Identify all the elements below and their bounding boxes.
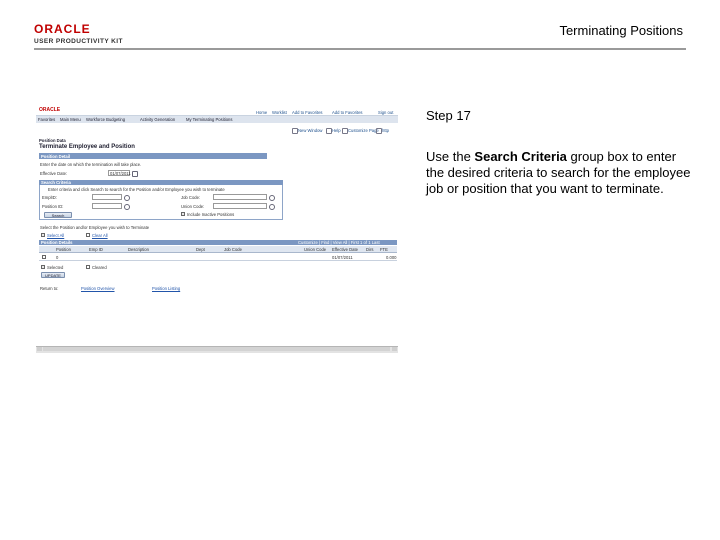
page-title: Terminate Employee and Position xyxy=(39,144,135,150)
toolbar-customize[interactable]: Customize Page xyxy=(348,128,379,133)
menu-activity-generation[interactable]: Activity Generation xyxy=(140,117,176,122)
scroll-left-arrow-icon[interactable] xyxy=(37,347,42,351)
app-logo: ORACLE xyxy=(39,107,61,113)
cleared-legend-checkbox xyxy=(86,265,90,269)
selected-legend-label: Selected xyxy=(47,265,64,270)
job-code-lookup-icon[interactable] xyxy=(269,195,275,201)
selected-legend-checkbox xyxy=(41,265,45,269)
section-header xyxy=(39,153,267,159)
instruction-text-end: group box to enter the desired criteria to search for the employee job or position that you want to terminate. xyxy=(426,149,691,196)
job-code-input[interactable] xyxy=(213,194,267,200)
col-dept[interactable]: Dept xyxy=(196,247,205,252)
include-inactive-label: Include Inactive Positions xyxy=(187,212,235,217)
search-criteria-header xyxy=(39,180,283,185)
col-job-code[interactable]: Job Code xyxy=(224,247,242,252)
col-dirs[interactable]: Dirs xyxy=(366,247,374,252)
global-nav-home[interactable]: Home xyxy=(256,110,268,115)
menu-my-terminating-positions[interactable]: My Terminating Positions xyxy=(186,117,233,122)
return-position-overview-link[interactable]: Position Overview xyxy=(81,286,115,291)
search-criteria-box xyxy=(39,180,283,220)
row-position: 0 xyxy=(56,255,59,260)
step-instruction xyxy=(426,149,696,197)
effective-date-label: Effective Date: xyxy=(40,171,68,176)
select-hint: Select the Position and/or Employee you wish to Terminate xyxy=(40,225,150,230)
col-emp-id[interactable]: Emp ID xyxy=(89,247,103,252)
col-fte[interactable]: FTE xyxy=(380,247,388,252)
upk-logo-subtitle: USER PRODUCTIVITY KIT xyxy=(34,38,123,45)
scrollbar-thumb[interactable] xyxy=(43,347,390,351)
menu-workforce-budgeting[interactable]: Workforce Budgeting xyxy=(86,117,126,122)
toolbar-http[interactable]: http xyxy=(382,128,389,133)
emplid-input[interactable] xyxy=(92,194,122,200)
menu-favorites[interactable]: Favorites xyxy=(38,117,56,122)
cleared-legend-label: Cleared xyxy=(92,265,107,270)
job-code-label: Job Code: xyxy=(181,195,201,200)
slide-title: Terminating Positions xyxy=(559,23,683,38)
grid-navigation[interactable]: Customize | Find | View All | First 1 of 1 Last xyxy=(298,240,380,245)
toolbar-help[interactable]: Help xyxy=(332,128,341,133)
header-divider xyxy=(34,48,686,50)
position-id-input[interactable] xyxy=(92,203,122,209)
return-label: Return to: xyxy=(40,286,59,291)
global-nav-worklist[interactable]: Worklist xyxy=(272,110,287,115)
search-hint: Enter criteria and click Search to search for the Position and/or Employee you wish to terminate xyxy=(48,187,225,192)
search-criteria-title: Search Criteria xyxy=(41,180,71,185)
col-description[interactable]: Description xyxy=(128,247,149,252)
row-effective-date: 01/07/2011 xyxy=(332,255,353,260)
col-union-code[interactable]: Union Code xyxy=(304,247,327,252)
global-nav-signout[interactable]: Sign out xyxy=(378,110,394,115)
row-select-checkbox[interactable] xyxy=(42,255,46,259)
col-effective-date[interactable]: Effective Date xyxy=(332,247,358,252)
emplid-lookup-icon[interactable] xyxy=(124,195,130,201)
grid-title: Position Details xyxy=(41,240,73,245)
emplid-label: EmplID: xyxy=(42,195,57,200)
global-nav-favorites-1[interactable]: Add to Favorites xyxy=(292,110,323,115)
step-label: Step 17 xyxy=(426,108,471,123)
position-id-lookup-icon[interactable] xyxy=(124,204,130,210)
position-id-label: Position ID: xyxy=(42,204,64,209)
union-code-label: Union Code: xyxy=(181,204,205,209)
intro-text: Enter the date on which the termination will take place. xyxy=(40,162,142,167)
search-button[interactable]: Search xyxy=(44,212,72,218)
upk-logo xyxy=(34,22,134,48)
app-screenshot xyxy=(36,107,398,353)
effective-date-input[interactable]: 01/07/2011 xyxy=(110,171,131,176)
global-nav-favorites-2[interactable]: Add to Favorites xyxy=(332,110,363,115)
select-all-link[interactable]: Select All xyxy=(47,233,65,238)
menu-main-menu[interactable]: Main Menu xyxy=(60,117,81,122)
instruction-emphasis: Search Criteria xyxy=(474,149,567,164)
clear-all-checkbox[interactable] xyxy=(86,233,90,237)
include-inactive-checkbox[interactable] xyxy=(181,212,185,216)
calendar-icon[interactable] xyxy=(132,171,138,177)
select-all-checkbox[interactable] xyxy=(41,233,45,237)
breadcrumb: Position Data xyxy=(39,138,66,143)
section-title: Position Detail xyxy=(41,153,71,159)
instruction-text-start: Use the xyxy=(426,149,475,164)
update-button[interactable]: UPDATE xyxy=(41,272,65,278)
oracle-logo-text: ORACLE xyxy=(34,22,91,36)
col-position[interactable]: Position xyxy=(56,247,71,252)
union-code-lookup-icon[interactable] xyxy=(269,204,275,210)
scroll-right-arrow-icon[interactable] xyxy=(392,347,397,351)
union-code-input[interactable] xyxy=(213,203,267,209)
row-fte: 0.000 xyxy=(386,255,397,260)
clear-all-link[interactable]: Clear All xyxy=(92,233,108,238)
return-position-listing-link[interactable]: Position Listing xyxy=(152,286,181,291)
toolbar-new-window[interactable]: New Window xyxy=(298,128,323,133)
